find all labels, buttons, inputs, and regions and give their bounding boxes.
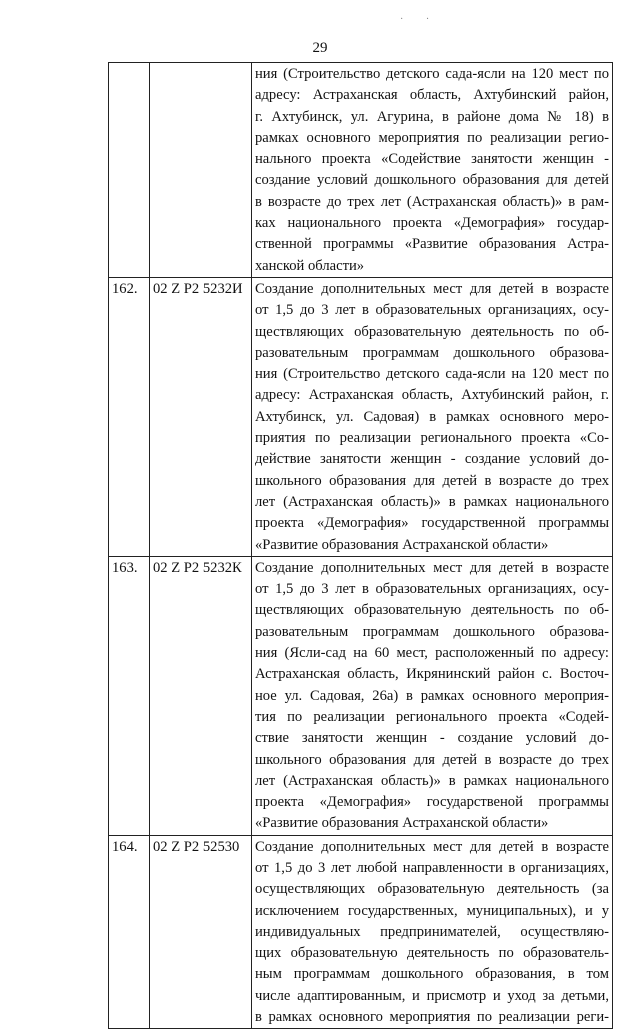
description-line: проекта «Демография» государственой программы xyxy=(255,794,609,811)
page-number: 29 xyxy=(312,40,328,56)
description-line: Создание дополнительных мест для детей в возрасте xyxy=(255,280,609,297)
description-line: ществляющих образовательную деятельность по об- xyxy=(255,323,609,340)
description-line: г. Ахтубинск, ул. Агурина, в районе дома № 18) в xyxy=(255,108,609,125)
table-row xyxy=(109,63,613,278)
description-line: ханской области» xyxy=(255,257,365,274)
description-line: создание условий дошкольного образования для детей xyxy=(255,172,609,189)
description-line: Создание дополнительных мест для детей в возрасте xyxy=(255,559,609,576)
description-line: Астраханская область, Икрянинский район с. Восточ- xyxy=(255,666,609,683)
description-line: Ахтубинск, ул. Садовая) в рамках основного меро- xyxy=(255,408,609,425)
row-description xyxy=(252,277,613,556)
description-line: нального проекта «Содействие занятости женщин - xyxy=(255,151,609,168)
row-number: 164. xyxy=(109,835,150,1029)
description-line: ное ул. Садовая, 26а) в рамках основного мероприя- xyxy=(255,687,609,704)
description-line: проекта «Демография» государственной программы xyxy=(255,515,609,532)
description-line: от 1,5 до 3 лет любой направленности в организациях, xyxy=(255,859,609,876)
description-line: ным программам дошкольного образования, в том xyxy=(255,966,609,983)
description-line: ния (Строительство детского сада-ясли на 120 мест по xyxy=(255,366,609,383)
description-line: числе адаптированным, и присмотр и уход за детьми, xyxy=(255,987,609,1004)
description-line: от 1,5 до 3 лет в образовательных организациях, осу- xyxy=(255,581,609,598)
row-description xyxy=(252,63,613,278)
row-code: 02 Z P2 5232К xyxy=(150,556,252,835)
table-row xyxy=(109,556,613,835)
description-line: от 1,5 до 3 лет в образовательных организациях, осу- xyxy=(255,302,609,319)
description-line: лет (Астраханская область)» в рамках национального xyxy=(255,493,609,510)
table-row xyxy=(109,835,613,1029)
description-line: Создание дополнительных мест для детей в возрасте xyxy=(255,838,609,855)
description-line: в рамках основного мероприятия по реализации реги- xyxy=(255,1009,609,1026)
description-line: ществляющих образовательную деятельность по об- xyxy=(255,602,609,619)
description-line: ния (Строительство детского сада-ясли на 120 мест по xyxy=(255,66,609,82)
description-line: осуществляющих образовательную деятельность (за xyxy=(255,881,609,898)
scan-specks: · · xyxy=(400,14,440,25)
description-line: школьного образования для детей в возрасте до трех xyxy=(255,472,609,489)
description-line: ках национального проекта «Демография» государ- xyxy=(255,215,609,232)
table-row xyxy=(109,277,613,556)
row-number xyxy=(109,63,150,278)
description-line: адресу: Астраханская область, Ахтубинский район, г. xyxy=(255,387,609,404)
description-line: индивидуальных предпринимателей, осуществляю- xyxy=(255,923,609,940)
row-description xyxy=(252,556,613,835)
description-line: действие занятости женщин - создание условий до- xyxy=(255,451,609,468)
description-line: в возрасте до трех лет (Астраханская область)» в рам- xyxy=(255,193,609,210)
description-line: ственной программы «Развитие образования Астра- xyxy=(255,236,609,253)
description-line: лет (Астраханская область)» в рамках национального xyxy=(255,772,609,789)
description-line: школьного образования для детей в возрасте до трех xyxy=(255,751,609,768)
description-line: ния (Ясли-сад на 60 мест, расположенный по адресу: xyxy=(255,645,609,662)
row-code xyxy=(150,63,252,278)
description-line: ствие занятости женщин - создание условий до- xyxy=(255,730,609,747)
row-code: 02 Z P2 5232И xyxy=(150,277,252,556)
row-number: 163. xyxy=(109,556,150,835)
description-line: разовательным программам дошкольного образова- xyxy=(255,344,609,361)
description-line: исключением государственных, муниципальных), и у xyxy=(255,902,609,919)
description-line: адресу: Астраханская область, Ахтубинский район, xyxy=(255,87,609,104)
description-line: «Развитие образования Астраханской области» xyxy=(255,815,549,832)
row-number: 162. xyxy=(109,277,150,556)
description-line: «Развитие образования Астраханской области» xyxy=(255,536,549,553)
description-line: приятия по реализации регионального проекта «Со- xyxy=(255,430,609,447)
description-line: щих образовательную деятельность по образователь- xyxy=(255,945,609,962)
row-code: 02 Z P2 52530 xyxy=(150,835,252,1029)
row-description xyxy=(252,835,613,1029)
budget-classification-table xyxy=(108,62,613,1029)
description-line: тия по реализации регионального проекта «Содей- xyxy=(255,708,609,725)
description-line: разовательным программам дошкольного образова- xyxy=(255,623,609,640)
description-line: рамках основного мероприятия по реализации регио- xyxy=(255,129,609,146)
